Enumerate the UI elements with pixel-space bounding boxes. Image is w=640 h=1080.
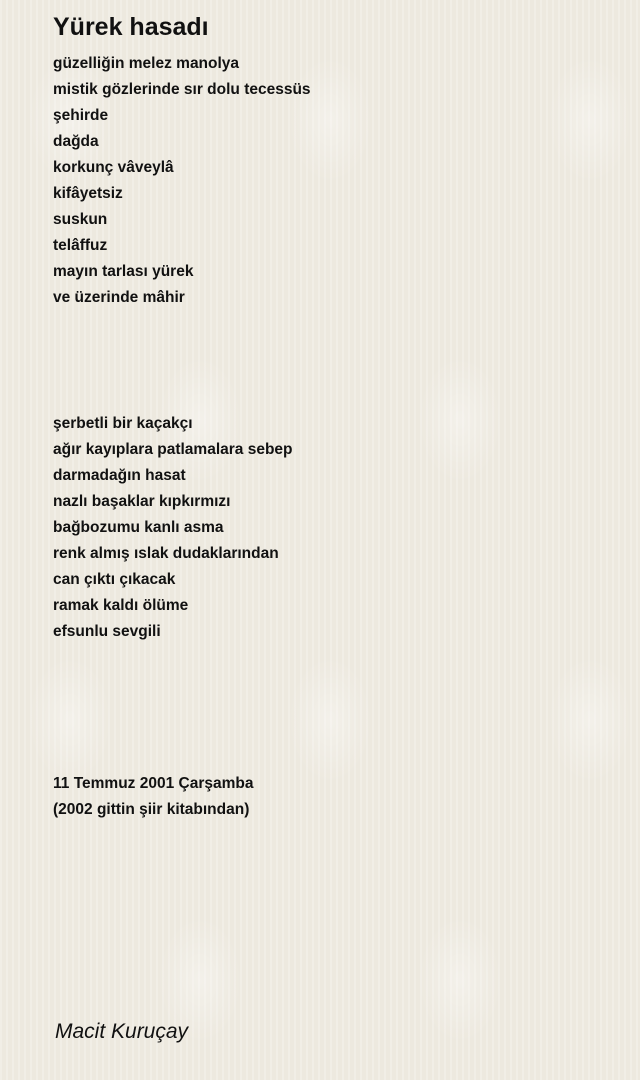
poem-line: ramak kaldı ölüme: [53, 597, 189, 614]
poem-title: Yürek hasadı: [53, 13, 209, 41]
poem-date: 11 Temmuz 2001 Çarşamba: [53, 775, 254, 792]
poem-footer: [53, 771, 253, 823]
poem-line: dağda: [53, 133, 99, 150]
poem-line: kifâyetsiz: [53, 185, 123, 202]
poem-line: nazlı başaklar kıpkırmızı: [53, 493, 231, 510]
poem-line: can çıktı çıkacak: [53, 571, 176, 588]
poem-line: telâffuz: [53, 237, 108, 254]
poem-source: (2002 gittin şiir kitabından): [53, 801, 250, 818]
poem-author: Macit Kuruçay: [55, 1020, 189, 1043]
poem-line: ağır kayıplara patlamalara sebep: [53, 441, 293, 458]
poem-line: renk almış ıslak dudaklarından: [53, 545, 279, 562]
poem-line: güzelliğin melez manolya: [53, 55, 240, 72]
poem-stanza-2: [53, 411, 293, 645]
poem-line: bağbozumu kanlı asma: [53, 519, 224, 536]
poem-stanza-1: [53, 51, 311, 311]
poem-line: mistik gözlerinde sır dolu tecessüs: [53, 81, 311, 98]
poem-line: suskun: [53, 211, 108, 228]
poem-line: şehirde: [53, 107, 109, 124]
poem-line: korkunç vâveylâ: [53, 159, 174, 176]
poem-line: mayın tarlası yürek: [53, 263, 194, 280]
poem-line: ve üzerinde mâhir: [53, 289, 185, 306]
poem-line: efsunlu sevgili: [53, 623, 161, 640]
poem-line: şerbetli bir kaçakçı: [53, 415, 193, 432]
poem-line: darmadağın hasat: [53, 467, 186, 484]
